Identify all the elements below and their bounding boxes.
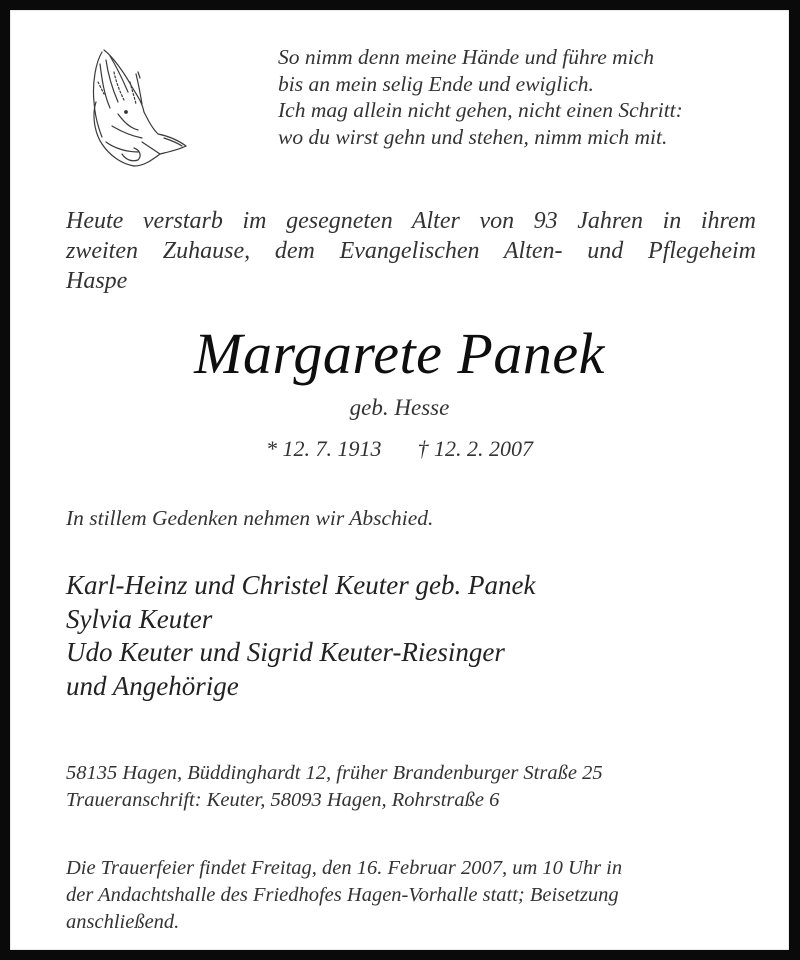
obituary-notice bbox=[10, 10, 789, 950]
death-date: † 12. 2. 2007 bbox=[417, 436, 533, 461]
life-dates bbox=[10, 436, 789, 462]
verse-line: bis an mein selig Ende und ewiglich. bbox=[278, 71, 594, 96]
service-line: Die Trauerfeier findet Freitag, den 16. Februar 2007, um 10 Uhr in bbox=[66, 857, 623, 879]
address-line: 58135 Hagen, Büddinghardt 12, früher Brandenburger Straße 25 bbox=[66, 762, 603, 784]
service-line: der Andachtshalle des Friedhofes Hagen-Vorhalle statt; Beisetzung bbox=[66, 884, 619, 906]
announcement-line: Haspe bbox=[66, 268, 128, 294]
mourner: Udo Keuter und Sigrid Keuter-Riesinger bbox=[66, 637, 505, 667]
verse-line: Ich mag allein nicht gehen, nicht einen Schritt: bbox=[278, 98, 683, 122]
verse-line: wo du wirst gehn und stehen, nimm mich mit. bbox=[278, 124, 668, 149]
address-line: Traueranschrift: Keuter, 58093 Hagen, Rohrstraße 6 bbox=[66, 789, 500, 811]
death-announcement bbox=[66, 206, 766, 296]
maiden-name: geb. Hesse bbox=[349, 395, 450, 420]
mourner: Sylvia Keuter bbox=[66, 603, 213, 634]
announcement-line: Heute verstarb im gesegneten Alter von 93 Jahren in ihrem bbox=[66, 208, 756, 234]
mourner: Karl-Heinz und Christel Keuter geb. Panek bbox=[66, 570, 536, 600]
birth-date: * 12. 7. 1913 bbox=[266, 436, 382, 461]
farewell-text: In stillem Gedenken nehmen wir Abschied. bbox=[66, 506, 434, 530]
address-block bbox=[66, 760, 603, 814]
praying-hands-icon bbox=[82, 42, 202, 182]
verse bbox=[278, 44, 683, 150]
service-line: anschließend. bbox=[66, 911, 180, 933]
verse-line: So nimm denn meine Hände und führe mich bbox=[278, 45, 654, 69]
deceased-name: Margarete Panek bbox=[194, 321, 605, 386]
funeral-service-info bbox=[66, 855, 622, 936]
mourners-list bbox=[66, 569, 535, 703]
mourner: und Angehörige bbox=[66, 670, 239, 701]
announcement-line: zweiten Zuhause, dem Evangelischen Alten- und Pflegeheim bbox=[66, 238, 756, 264]
